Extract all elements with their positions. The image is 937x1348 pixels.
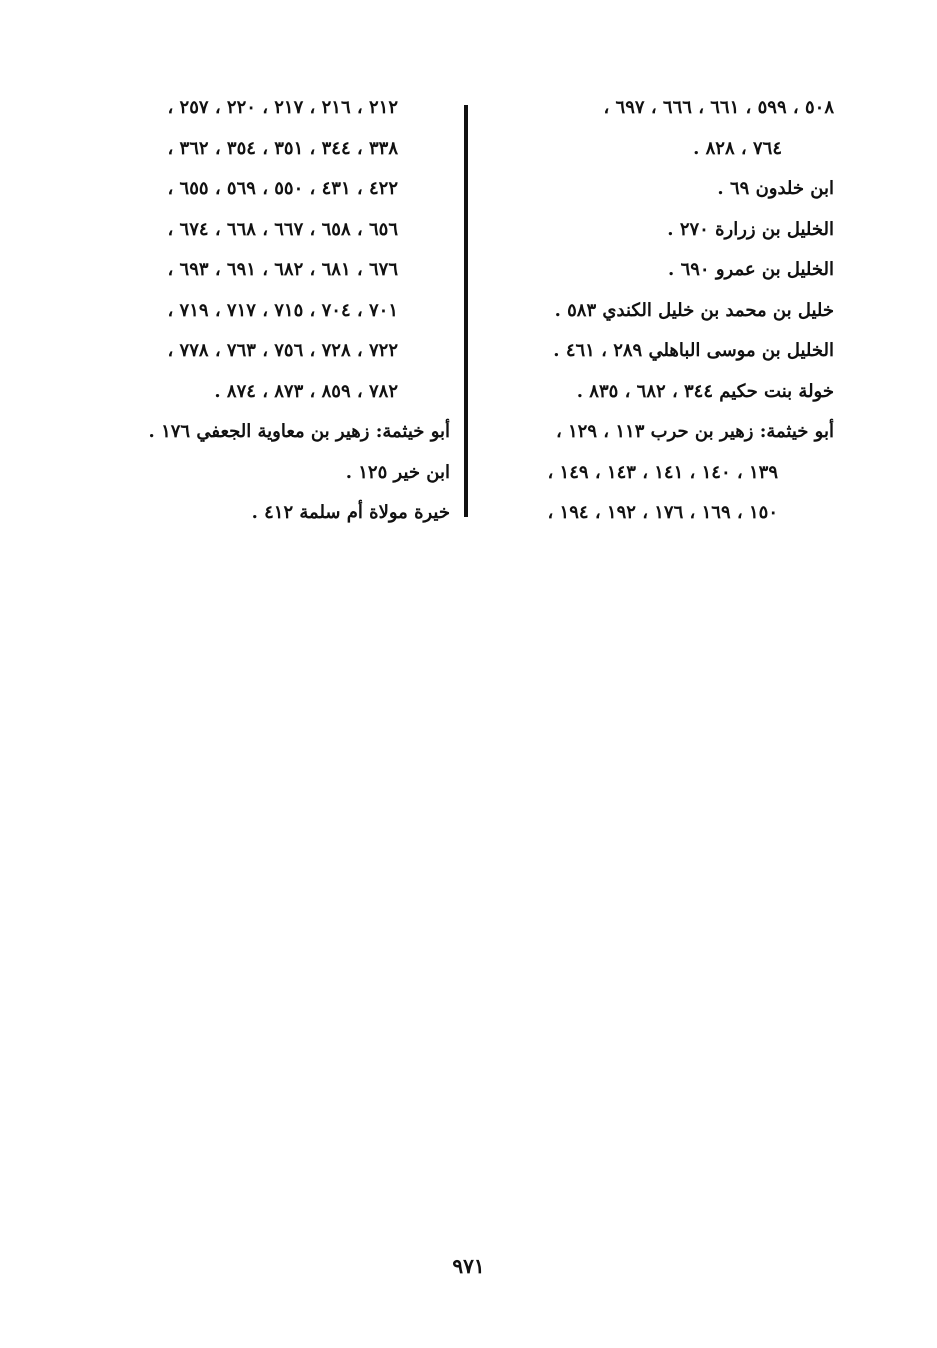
index-line: ٦٧٦ ، ٦٨١ ، ٦٨٢ ، ٦٩١ ، ٦٩٣ ، [167, 259, 398, 280]
index-line: ٧٨٢ ، ٨٥٩ ، ٨٧٣ ، ٨٧٤ . [214, 380, 398, 402]
index-entry: الخليل بن موسى الباهلي ٢٨٩ ، ٤٦١ . [553, 340, 834, 361]
index-line: ٦٥٦ ، ٦٥٨ ، ٦٦٧ ، ٦٦٨ ، ٦٧٤ ، [167, 218, 398, 240]
index-entry: خولة بنت حكيم ٣٤٤ ، ٦٨٢ ، ٨٣٥ . [576, 380, 834, 402]
index-entry: أبو خيثمة: زهير بن حرب ١١٣ ، ١٢٩ ، [555, 421, 834, 442]
index-entry: ابن خلدون ٦٩ . [717, 178, 834, 199]
index-column-right [478, 88, 834, 534]
index-line: ٣٣٨ ، ٣٤٤ ، ٣٥١ ، ٣٥٤ ، ٣٦٢ ، [167, 137, 398, 159]
index-entry: أبو خيثمة: زهير بن معاوية الجعفي ١٧٦ . [148, 421, 450, 442]
index-entry: الخليل بن عمرو ٦٩٠ . [668, 259, 834, 280]
index-line: ١٥٠ ، ١٦٩ ، ١٧٦ ، ١٩٢ ، ١٩٤ ، [547, 502, 778, 523]
index-line: ٥٠٨ ، ٥٩٩ ، ٦٦١ ، ٦٦٦ ، ٦٩٧ ، [603, 97, 834, 118]
index-entry: خليل بن محمد بن خليل الكندي ٥٨٣ . [554, 299, 834, 321]
index-line: ١٣٩ ، ١٤٠ ، ١٤١ ، ١٤٣ ، ١٤٩ ، [547, 461, 778, 483]
index-line: ٧٦٤ ، ٨٢٨ . [693, 137, 782, 159]
index-line: ٢١٢ ، ٢١٦ ، ٢١٧ ، ٢٢٠ ، ٢٥٧ ، [167, 97, 398, 118]
index-line: ٧٠١ ، ٧٠٤ ، ٧١٥ ، ٧١٧ ، ٧١٩ ، [167, 299, 398, 321]
index-line: ٤٢٢ ، ٤٣١ ، ٥٥٠ ، ٥٦٩ ، ٦٥٥ ، [167, 178, 398, 199]
index-column-left [96, 88, 450, 534]
index-entry: ابن خير ١٢٥ . [345, 461, 450, 483]
column-divider [464, 105, 468, 517]
index-entry: الخليل بن زرارة ٢٧٠ . [667, 218, 834, 240]
index-line: ٧٢٢ ، ٧٢٨ ، ٧٥٦ ، ٧٦٣ ، ٧٧٨ ، [167, 340, 398, 361]
index-entry: خيرة مولاة أم سلمة ٤١٢ . [251, 502, 450, 523]
page-number: ٩٧١ [452, 1254, 485, 1278]
